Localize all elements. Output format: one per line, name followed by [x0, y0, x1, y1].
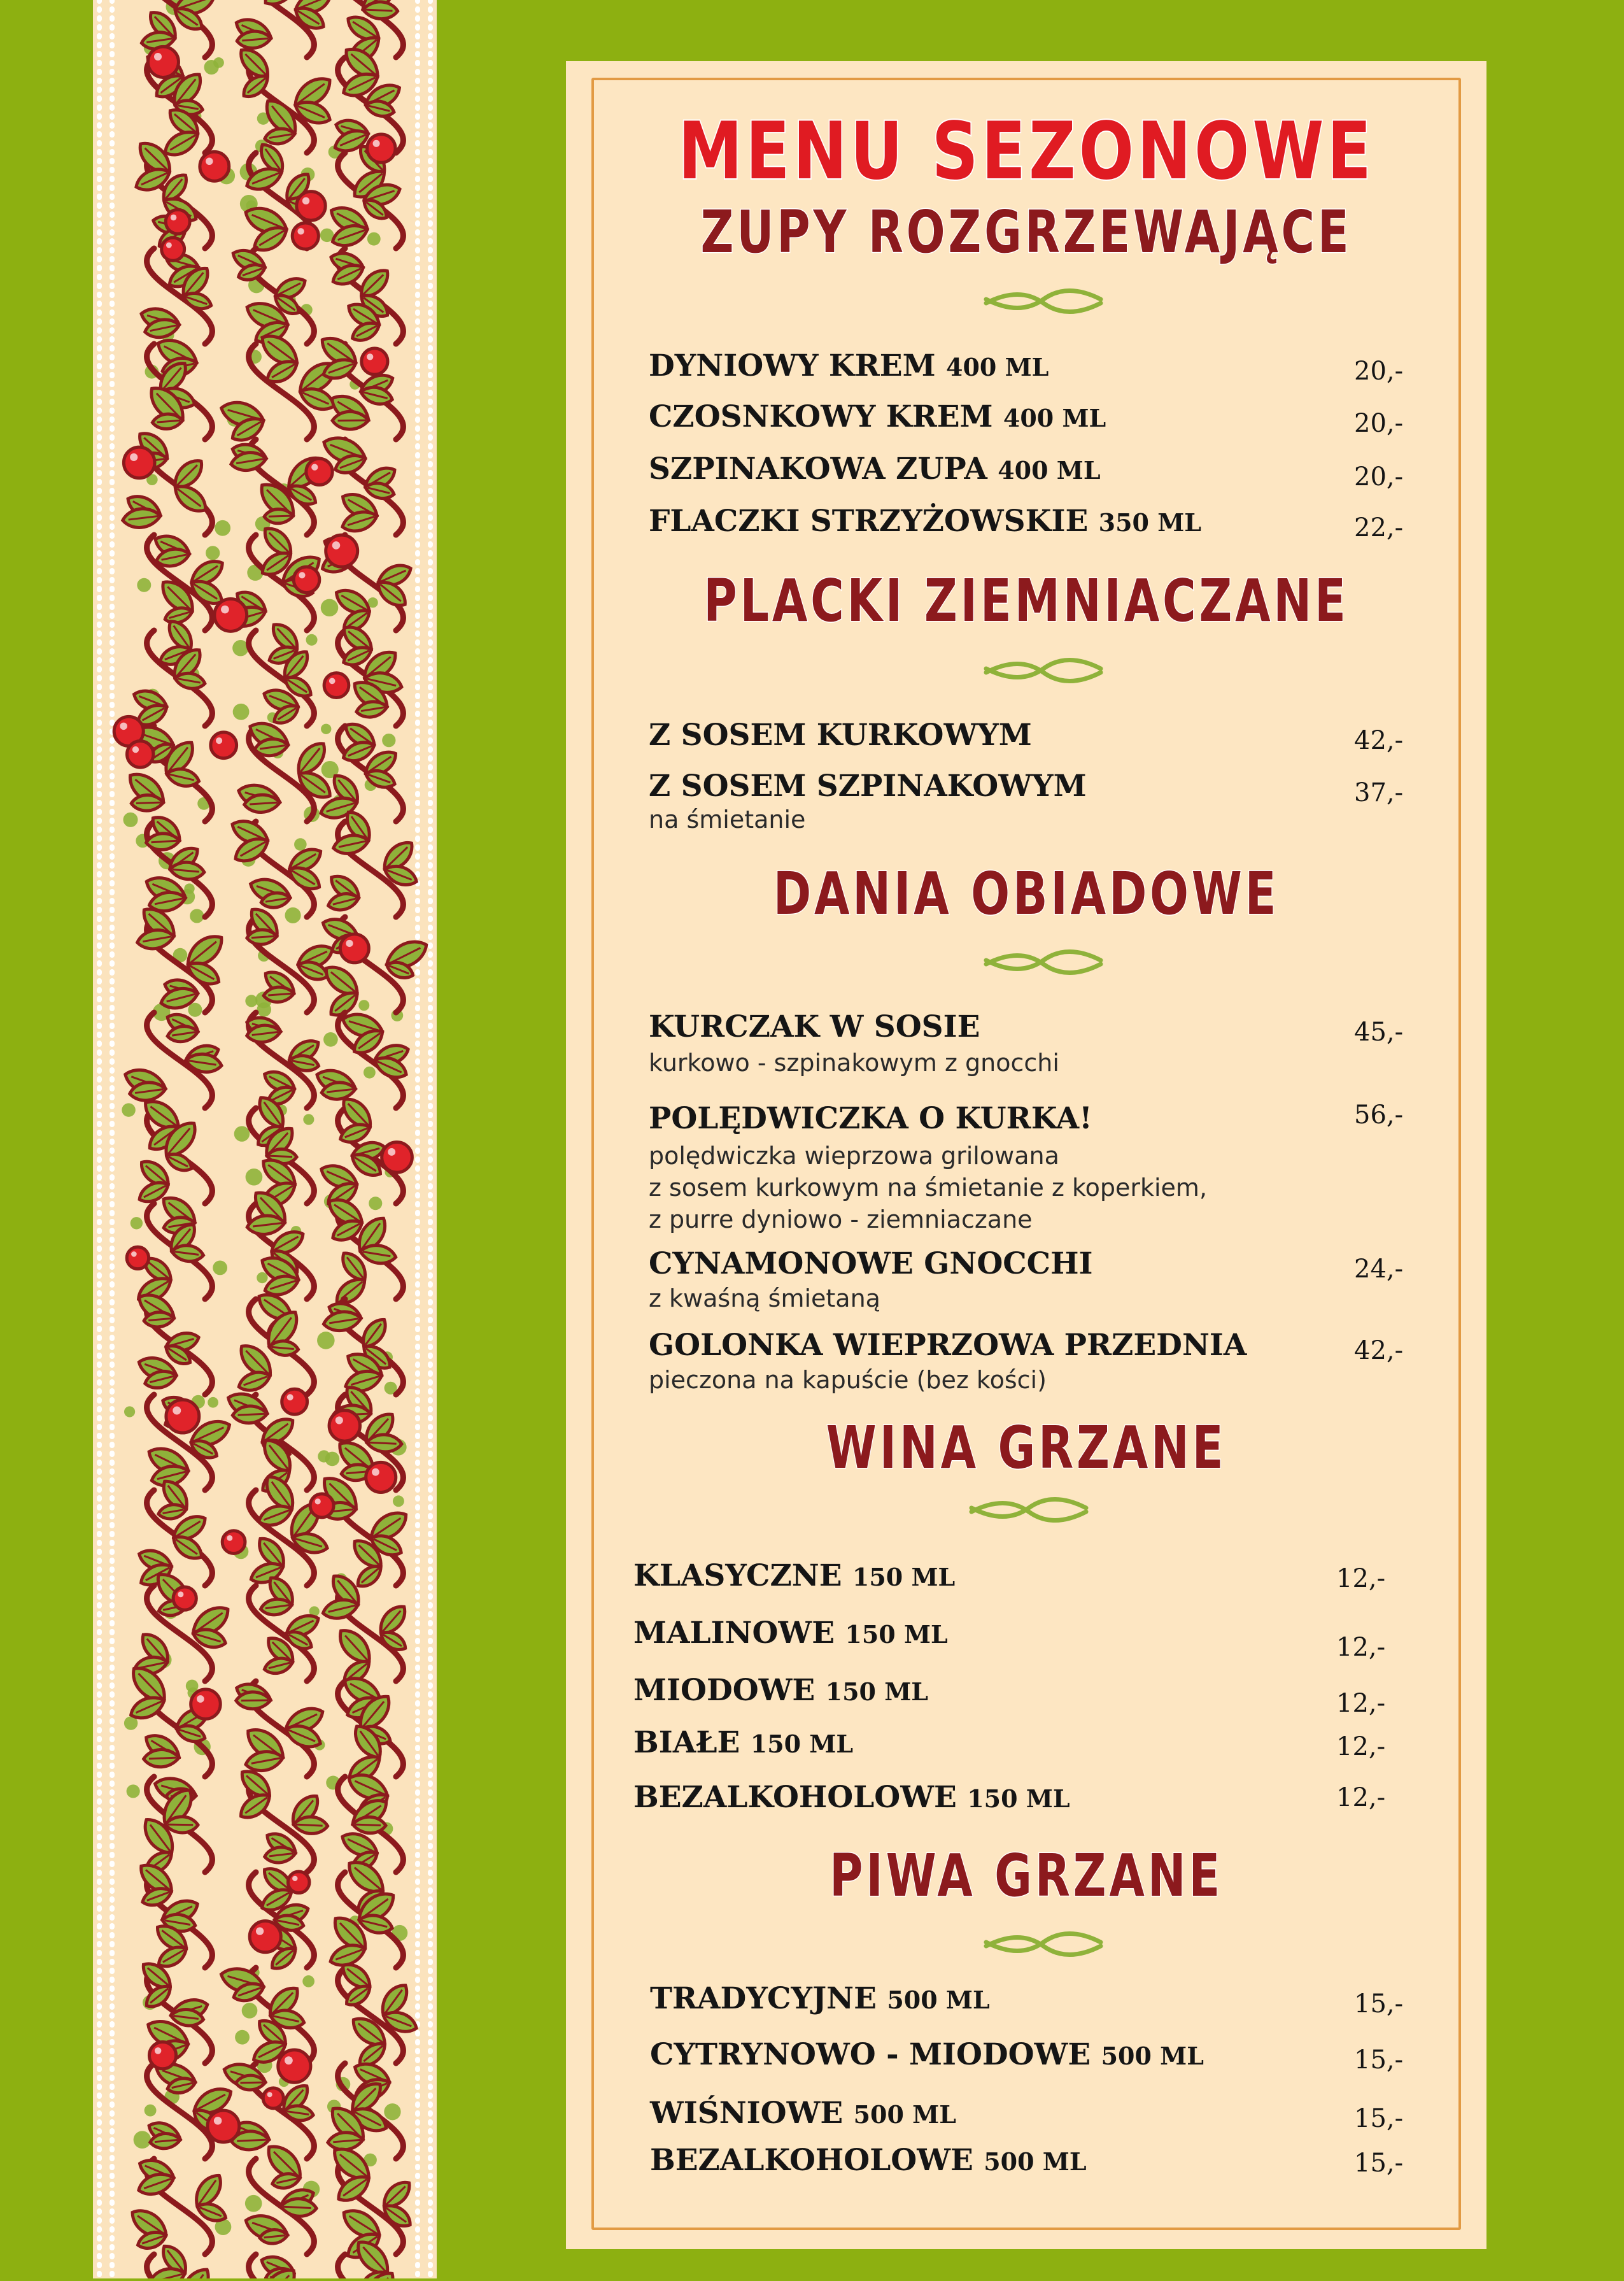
- menu-item-price: 56,-: [1354, 1100, 1404, 1130]
- menu-item-name: POLĘDWICZKA O KURKA!: [649, 1101, 1092, 1136]
- menu-item-name: Z SOSEM KURKOWYM: [649, 718, 1032, 753]
- menu-card: [566, 61, 1486, 2249]
- menu-item-name: Z SOSEM SZPINAKOWYM: [649, 769, 1087, 804]
- section-heading-pancakes: PLACKI ZIEMNIACZANE: [703, 567, 1349, 635]
- menu-item-price: 37,-: [1354, 778, 1404, 807]
- menu-item-price: 20,-: [1354, 357, 1404, 386]
- swirl-divider-icon: [983, 285, 1104, 317]
- menu-item-price: 15,-: [1354, 2045, 1404, 2075]
- menu-item-price: 15,-: [1354, 2149, 1404, 2178]
- menu-item-name: CZOSNKOWY KREM 400 ML: [649, 399, 1106, 434]
- section-heading-mains: DANIA OBIADOWE: [773, 860, 1280, 928]
- menu-item-name: KLASYCZNE 150 ML: [633, 1558, 956, 1593]
- menu-item-name: GOLONKA WIEPRZOWA PRZEDNIA: [649, 1328, 1247, 1363]
- menu-item-price: 42,-: [1354, 1336, 1404, 1365]
- section-heading-soups: ZUPY ROZGRZEWAJĄCE: [700, 198, 1352, 266]
- menu-item-price: 22,-: [1354, 513, 1404, 543]
- menu-item-description: na śmietanie: [649, 806, 806, 834]
- menu-item-name: CYTRYNOWO - MIODOWE 500 ML: [650, 2037, 1204, 2072]
- menu-item-name: KURCZAK W SOSIE: [649, 1009, 980, 1044]
- menu-item-price: 15,-: [1354, 1989, 1404, 2019]
- swirl-divider-icon: [968, 1494, 1089, 1526]
- menu-item-name: TRADYCYJNE 500 ML: [650, 1981, 990, 2016]
- menu-item-price: 12,-: [1336, 1564, 1386, 1593]
- menu-item-name: BEZALKOHOLOWE 500 ML: [650, 2143, 1087, 2178]
- section-heading-mulled-wine: WINA GRZANE: [826, 1414, 1227, 1482]
- menu-item-price: 42,-: [1354, 726, 1404, 755]
- menu-item-description: polędwiczka wieprzowa grilowana: [649, 1142, 1059, 1170]
- swirl-divider-icon: [983, 655, 1104, 686]
- swirl-divider-icon: [983, 1928, 1104, 1960]
- menu-item-name: CYNAMONOWE GNOCCHI: [649, 1246, 1093, 1281]
- menu-item-name: DYNIOWY KREM 400 ML: [649, 348, 1049, 383]
- menu-item-price: 24,-: [1354, 1254, 1404, 1284]
- menu-item-name: SZPINAKOWA ZUPA 400 ML: [649, 451, 1101, 487]
- floral-pattern-icon: [90, 0, 439, 2278]
- menu-item-price: 12,-: [1336, 1732, 1386, 1761]
- menu-item-name: FLACZKI STRZYŻOWSKIE 350 ML: [649, 504, 1201, 539]
- menu-item-price: 12,-: [1336, 1633, 1386, 1662]
- menu-item-price: 45,-: [1354, 1018, 1404, 1047]
- menu-item-description: kurkowo - szpinakowym z gnocchi: [649, 1049, 1059, 1077]
- menu-item-price: 12,-: [1336, 1689, 1386, 1718]
- menu-item-name: MALINOWE 150 ML: [633, 1616, 948, 1651]
- menu-item-name: WIŚNIOWE 500 ML: [650, 2096, 956, 2131]
- menu-item-description: pieczona na kapuście (bez kości): [649, 1366, 1047, 1394]
- floral-border: [90, 0, 439, 2278]
- menu-item-price: 20,-: [1354, 462, 1404, 492]
- menu-item-name: MIODOWE 150 ML: [633, 1673, 928, 1708]
- swirl-divider-icon: [983, 946, 1104, 978]
- menu-item-description: z kwaśną śmietaną: [649, 1284, 880, 1312]
- menu-item-price: 20,-: [1354, 409, 1404, 438]
- menu-item-price: 15,-: [1354, 2104, 1404, 2133]
- menu-item-name: BIAŁE 150 ML: [633, 1725, 854, 1760]
- menu-title: MENU SEZONOWE: [678, 106, 1374, 197]
- menu-item-description: z sosem kurkowym na śmietanie z koperkiem,: [649, 1174, 1208, 1202]
- menu-item-name: BEZALKOHOLOWE 150 ML: [633, 1780, 1070, 1815]
- menu-item-price: 12,-: [1336, 1783, 1386, 1812]
- menu-item-description: z purre dyniowo - ziemniaczane: [649, 1205, 1033, 1233]
- section-heading-mulled-beer: PIWA GRZANE: [829, 1842, 1224, 1910]
